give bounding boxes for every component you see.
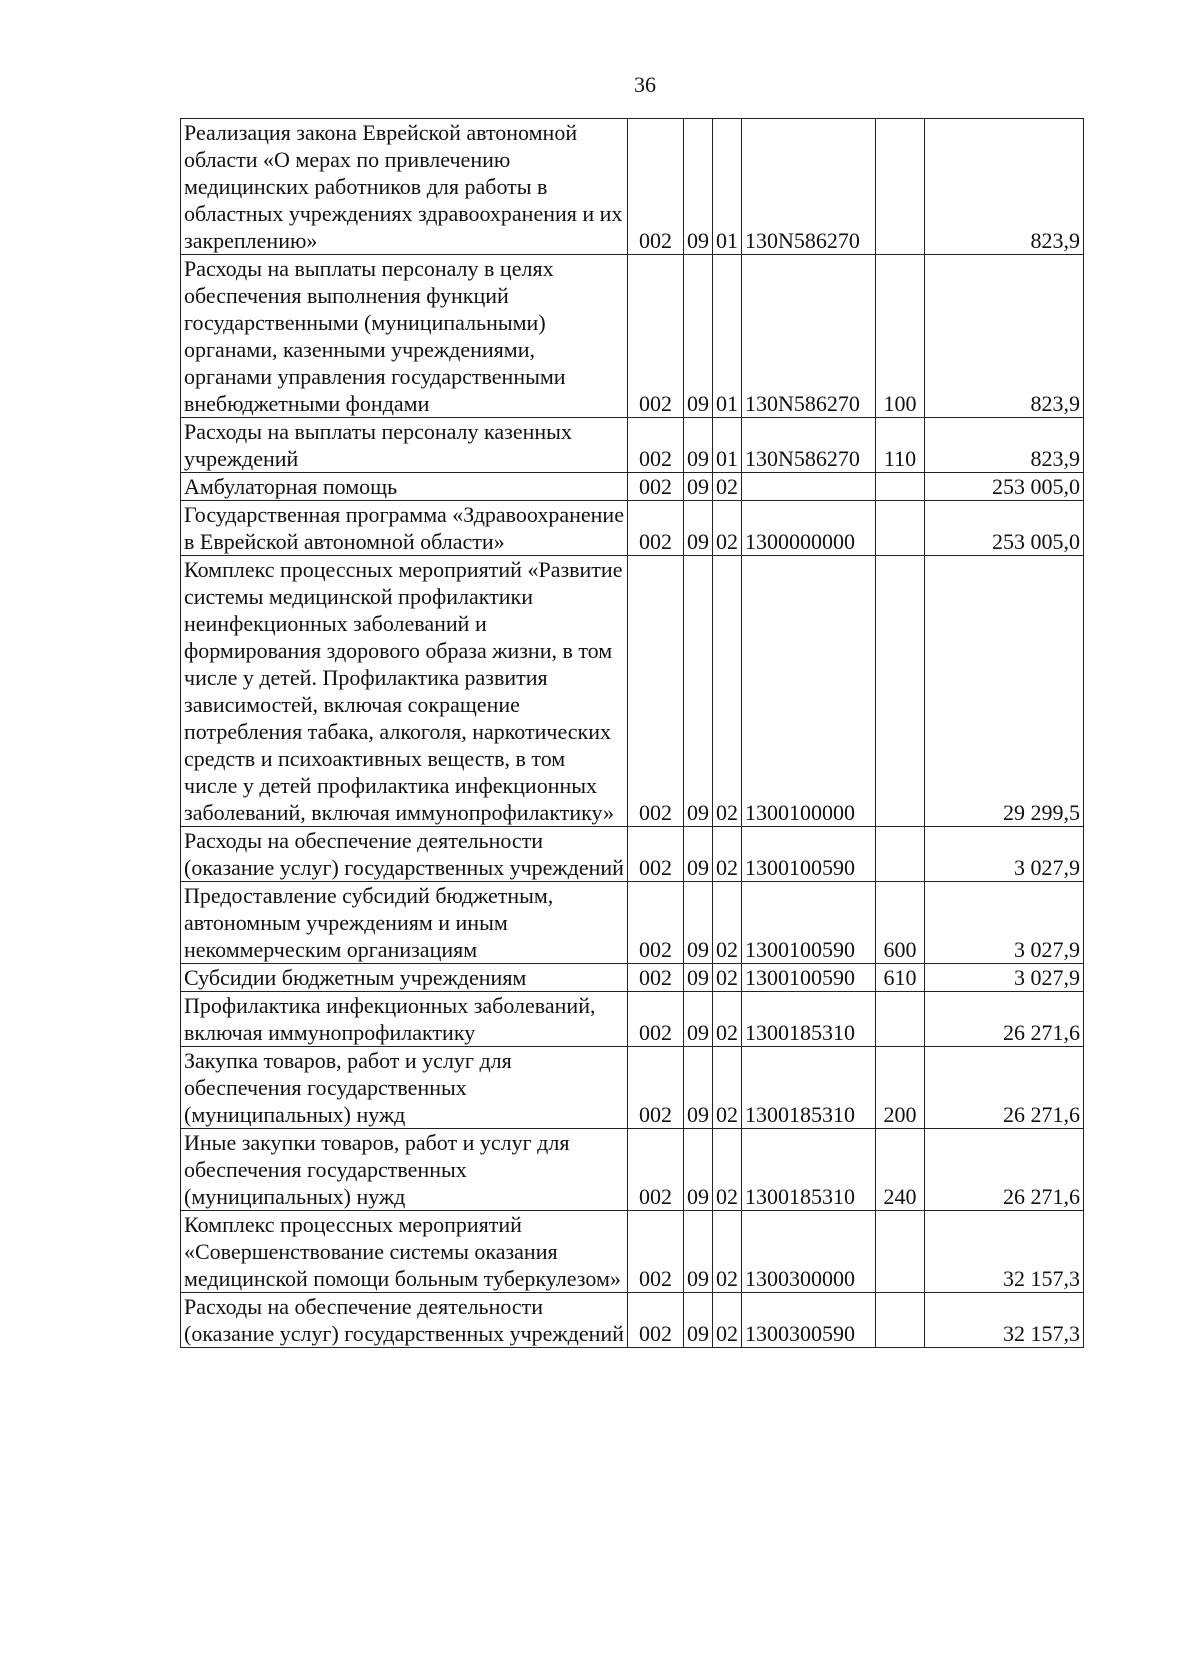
subsection-code-cell: 01: [713, 418, 742, 473]
expense-type-code-cell: 100: [876, 255, 925, 418]
target-item-code-cell: 130N586270: [742, 418, 876, 473]
amount-cell: 26 271,6: [925, 1047, 1084, 1129]
target-item-code-cell: 130N586270: [742, 255, 876, 418]
expense-name-cell: Закупка товаров, работ и услуг для обеспечения государственных (муниципальных) нужд: [181, 1047, 628, 1129]
target-item-code-cell: 1300100000: [742, 556, 876, 827]
expense-name-cell: Расходы на выплаты персоналу в целях обеспечения выполнения функций государственными (муниципальными) органами, казенными учреждениями, органами управления государственными внебюджетными фондами: [181, 255, 628, 418]
table-row: [181, 473, 1084, 501]
section-code-cell: 09: [684, 473, 713, 501]
expense-name-cell: Субсидии бюджетным учреждениям: [181, 964, 628, 992]
table-row: [181, 501, 1084, 556]
expense-name-cell: Расходы на обеспечение деятельности (оказание услуг) государственных учреждений: [181, 1293, 628, 1348]
amount-cell: 29 299,5: [925, 556, 1084, 827]
subsection-code-cell: 02: [713, 964, 742, 992]
target-item-code-cell: 1300100590: [742, 964, 876, 992]
expense-name-cell: Амбулаторная помощь: [181, 473, 628, 501]
subsection-code-cell: 02: [713, 501, 742, 556]
grbs-code-cell: 002: [628, 1211, 684, 1293]
expense-name-cell: Комплекс процессных мероприятий «Развитие системы медицинской профилактики неинфекционных заболеваний и формирования здорового образа жизни, в том числе у детей. Профилактика развития зависимостей, включая сокращение потребления табака, алкоголя, наркотических средств и психоактивных веществ, в том числе у детей профилактика инфекционных заболеваний, включая иммунопрофилактику»: [181, 556, 628, 827]
section-code-cell: 09: [684, 556, 713, 827]
table-row: [181, 418, 1084, 473]
grbs-code-cell: 002: [628, 418, 684, 473]
subsection-code-cell: 02: [713, 1211, 742, 1293]
expense-type-code-cell: 110: [876, 418, 925, 473]
grbs-code-cell: 002: [628, 473, 684, 501]
section-code-cell: 09: [684, 119, 713, 255]
table-row: [181, 1129, 1084, 1211]
expense-type-code-cell: [876, 501, 925, 556]
target-item-code-cell: 130N586270: [742, 119, 876, 255]
expense-type-code-cell: 240: [876, 1129, 925, 1211]
expense-name-cell: Иные закупки товаров, работ и услуг для обеспечения государственных (муниципальных) нужд: [181, 1129, 628, 1211]
target-item-code-cell: [742, 473, 876, 501]
section-code-cell: 09: [684, 1047, 713, 1129]
amount-cell: 823,9: [925, 418, 1084, 473]
table-row: [181, 1211, 1084, 1293]
target-item-code-cell: 1300000000: [742, 501, 876, 556]
amount-cell: 823,9: [925, 255, 1084, 418]
expense-name-cell: Расходы на обеспечение деятельности (оказание услуг) государственных учреждений: [181, 827, 628, 882]
budget-table: [180, 118, 1084, 1348]
target-item-code-cell: 1300185310: [742, 992, 876, 1047]
expense-name-cell: Профилактика инфекционных заболеваний, включая иммунопрофилактику: [181, 992, 628, 1047]
grbs-code-cell: 002: [628, 119, 684, 255]
amount-cell: 823,9: [925, 119, 1084, 255]
grbs-code-cell: 002: [628, 1047, 684, 1129]
section-code-cell: 09: [684, 501, 713, 556]
expense-type-code-cell: 600: [876, 882, 925, 964]
amount-cell: 32 157,3: [925, 1211, 1084, 1293]
subsection-code-cell: 02: [713, 882, 742, 964]
table-row: [181, 992, 1084, 1047]
grbs-code-cell: 002: [628, 882, 684, 964]
amount-cell: 3 027,9: [925, 827, 1084, 882]
section-code-cell: 09: [684, 827, 713, 882]
subsection-code-cell: 01: [713, 255, 742, 418]
subsection-code-cell: 02: [713, 1047, 742, 1129]
target-item-code-cell: 1300100590: [742, 882, 876, 964]
amount-cell: 3 027,9: [925, 882, 1084, 964]
amount-cell: 253 005,0: [925, 501, 1084, 556]
expense-type-code-cell: [876, 992, 925, 1047]
section-code-cell: 09: [684, 1211, 713, 1293]
subsection-code-cell: 02: [713, 1293, 742, 1348]
section-code-cell: 09: [684, 964, 713, 992]
subsection-code-cell: 02: [713, 556, 742, 827]
table-row: [181, 827, 1084, 882]
target-item-code-cell: 1300185310: [742, 1129, 876, 1211]
grbs-code-cell: 002: [628, 964, 684, 992]
table-row: [181, 556, 1084, 827]
grbs-code-cell: 002: [628, 1129, 684, 1211]
table-row: [181, 255, 1084, 418]
amount-cell: 32 157,3: [925, 1293, 1084, 1348]
grbs-code-cell: 002: [628, 556, 684, 827]
amount-cell: 253 005,0: [925, 473, 1084, 501]
target-item-code-cell: 1300300590: [742, 1293, 876, 1348]
table-row: [181, 1047, 1084, 1129]
section-code-cell: 09: [684, 1129, 713, 1211]
subsection-code-cell: 02: [713, 992, 742, 1047]
grbs-code-cell: 002: [628, 1293, 684, 1348]
expense-type-code-cell: [876, 119, 925, 255]
subsection-code-cell: 02: [713, 1129, 742, 1211]
expense-type-code-cell: 200: [876, 1047, 925, 1129]
expense-type-code-cell: [876, 556, 925, 827]
section-code-cell: 09: [684, 992, 713, 1047]
expense-type-code-cell: 610: [876, 964, 925, 992]
subsection-code-cell: 01: [713, 119, 742, 255]
amount-cell: 3 027,9: [925, 964, 1084, 992]
subsection-code-cell: 02: [713, 473, 742, 501]
grbs-code-cell: 002: [628, 501, 684, 556]
expense-name-cell: Государственная программа «Здравоохранение в Еврейской автономной области»: [181, 501, 628, 556]
target-item-code-cell: 1300300000: [742, 1211, 876, 1293]
grbs-code-cell: 002: [628, 992, 684, 1047]
section-code-cell: 09: [684, 255, 713, 418]
grbs-code-cell: 002: [628, 255, 684, 418]
amount-cell: 26 271,6: [925, 1129, 1084, 1211]
table-row: [181, 1293, 1084, 1348]
section-code-cell: 09: [684, 882, 713, 964]
target-item-code-cell: 1300100590: [742, 827, 876, 882]
table-row: [181, 882, 1084, 964]
target-item-code-cell: 1300185310: [742, 1047, 876, 1129]
subsection-code-cell: 02: [713, 827, 742, 882]
section-code-cell: 09: [684, 418, 713, 473]
expense-name-cell: Предоставление субсидий бюджетным, автономным учреждениям и иным некоммерческим организациям: [181, 882, 628, 964]
amount-cell: 26 271,6: [925, 992, 1084, 1047]
page-number: 36: [634, 72, 656, 97]
expense-type-code-cell: [876, 1293, 925, 1348]
table-row: [181, 119, 1084, 255]
expense-name-cell: Расходы на выплаты персоналу казенных учреждений: [181, 418, 628, 473]
expense-type-code-cell: [876, 1211, 925, 1293]
expense-name-cell: Комплекс процессных мероприятий «Совершенствование системы оказания медицинской помощи больным туберкулезом»: [181, 1211, 628, 1293]
section-code-cell: 09: [684, 1293, 713, 1348]
grbs-code-cell: 002: [628, 827, 684, 882]
budget-table-body: [181, 119, 1084, 1348]
expense-type-code-cell: [876, 473, 925, 501]
expense-name-cell: Реализация закона Еврейской автономной области «О мерах по привлечению медицинских работников для работы в областных учреждениях здравоохранения и их закреплению»: [181, 119, 628, 255]
expense-type-code-cell: [876, 827, 925, 882]
table-row: [181, 964, 1084, 992]
